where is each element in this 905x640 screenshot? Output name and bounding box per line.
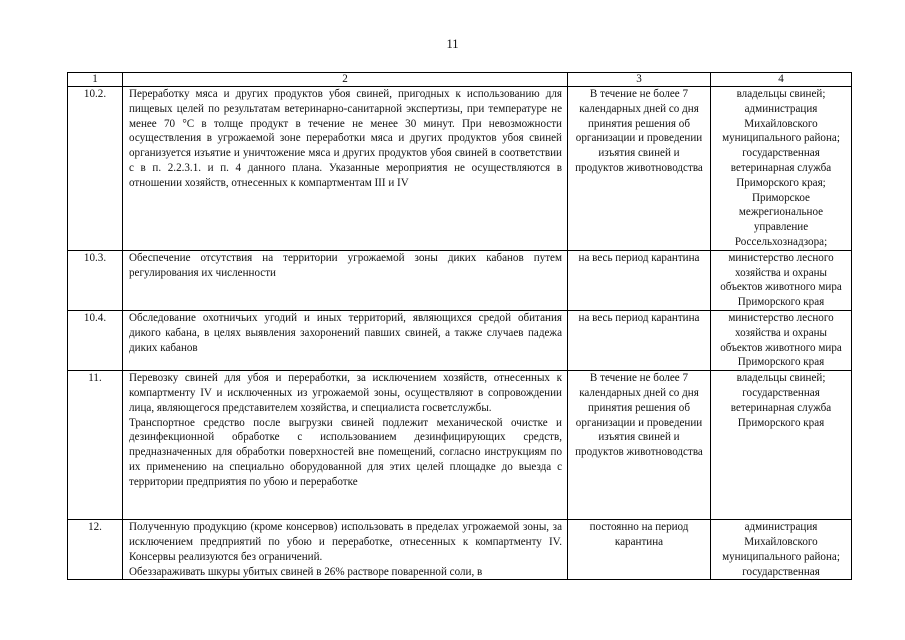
responsible-cell bbox=[711, 250, 852, 310]
measure-text bbox=[123, 250, 568, 310]
responsible-line: Михайловского bbox=[744, 117, 818, 130]
measure-text bbox=[123, 310, 568, 370]
responsible-cell bbox=[711, 520, 852, 580]
responsible-line: управление bbox=[753, 221, 809, 234]
responsible-line: Приморского края; bbox=[736, 176, 826, 189]
responsible-line: хозяйства и охраны bbox=[734, 326, 828, 339]
responsible-cell bbox=[711, 310, 852, 370]
responsible-line: хозяйства и охраны bbox=[734, 266, 828, 279]
responsible-cell bbox=[711, 371, 852, 520]
table-row bbox=[68, 371, 852, 520]
measure-paragraph: Обеспечение отсутствия на территории угрожаемой зоны диких кабанов путем регулирования их численности bbox=[129, 251, 562, 279]
responsible-line: ветеринарная служба bbox=[730, 401, 832, 414]
responsible-line: объектов животного мира bbox=[720, 341, 842, 354]
responsible-cell bbox=[711, 87, 852, 251]
measure-paragraph: Перевозку свиней для убоя и переработки, за исключением хозяйств, отнесенных к компартменту IV и исключенных из угрожаемой зоны, осуществляют в сопровождении лица, являющегося представителем хозяйства, и специалиста госветслужбы. bbox=[129, 372, 562, 414]
measure-paragraph: Транспортное средство после выгрузки свиней подлежит механической очистке и дезинфекционной обработке с использованием дезинфицирующих средств, предназначенных для обработки поверхностей вне помещений, согласно инструкциям по их применению на специально оборудованной для этих целей площадке до выезда с территории предприятия по убою и переработке bbox=[129, 416, 562, 488]
responsible-line: объектов животного мира bbox=[720, 281, 842, 294]
measure-paragraph: Обеззараживать шкуры убитых свиней в 26% растворе поваренной соли, в bbox=[129, 565, 483, 578]
header-col-4: 4 bbox=[711, 73, 852, 87]
header-col-1: 1 bbox=[68, 73, 123, 87]
header-col-2: 2 bbox=[123, 73, 568, 87]
measure-paragraph: Переработку мяса и других продуктов убоя свиней, пригодных к использованию для пищевых целей по результатам ветеринарно-санитарной экспертизы, при температуре не менее 70 °C в толще продукт в течение не менее 30 минут. При невозможности осуществления в угрожаемой зоне переработки мяса и других продуктов убоя свиней организуется изъятие и уничтожение мяса и других продуктов убоя свиней в соответствии с в п. 2.2.3.1. и п. 4 данного плана. Указанные мероприятия не осуществляются в отношении хозяйств, отнесенных к компартментам III и IV bbox=[129, 88, 562, 189]
responsible-line: Приморского края bbox=[737, 416, 825, 429]
responsible-line: министерство лесного bbox=[728, 311, 834, 324]
deadline-cell: постоянно на период карантина bbox=[568, 520, 711, 580]
item-number: 12. bbox=[68, 520, 123, 580]
responsible-line: владельцы свиней; bbox=[736, 88, 826, 100]
responsible-line: Михайловского bbox=[744, 535, 818, 548]
table-row bbox=[68, 87, 852, 251]
deadline-cell: В течение не более 7 календарных дней со дня принятия решения об организации и проведении изъятия свиней и продуктов животноводства bbox=[568, 87, 711, 251]
measure-text bbox=[123, 371, 568, 520]
item-number: 11. bbox=[68, 371, 123, 520]
responsible-line: муниципального района; bbox=[722, 132, 840, 145]
measure-paragraph: Обследование охотничьих угодий и иных территорий, являющихся средой обитания дикого кабана, в целях выявления захоронений павших свиней, а также случаев падежа диких кабанов bbox=[129, 311, 562, 354]
responsible-line: Приморское bbox=[752, 191, 810, 204]
measures-table bbox=[67, 72, 852, 580]
item-number: 10.4. bbox=[68, 310, 123, 370]
responsible-line: администрация bbox=[744, 521, 818, 534]
item-number: 10.2. bbox=[68, 87, 123, 251]
responsible-line: администрация bbox=[744, 102, 818, 115]
responsible-line: межрегиональное bbox=[738, 206, 824, 219]
measure-text bbox=[123, 520, 568, 580]
item-number: 10.3. bbox=[68, 250, 123, 310]
responsible-line: Приморского края bbox=[737, 356, 825, 369]
deadline-cell: В течение не более 7 календарных дней со дня принятия решения об организации и проведении изъятия свиней и продуктов животноводства bbox=[568, 371, 711, 520]
table-row bbox=[68, 310, 852, 370]
responsible-line: муниципального района; bbox=[722, 550, 840, 563]
deadline-cell: на весь период карантина bbox=[568, 310, 711, 370]
responsible-line: владельцы свиней; bbox=[736, 372, 826, 385]
responsible-line: государственная bbox=[742, 565, 820, 578]
header-row bbox=[68, 73, 852, 87]
responsible-line: государственная bbox=[742, 147, 820, 160]
table-row bbox=[68, 250, 852, 310]
responsible-line: Россельхознадзора; bbox=[734, 235, 828, 248]
page-number: 11 bbox=[446, 37, 459, 51]
header-col-3: 3 bbox=[568, 73, 711, 87]
table-row bbox=[68, 520, 852, 580]
deadline-cell: на весь период карантина bbox=[568, 250, 711, 310]
measure-text bbox=[123, 87, 568, 251]
measure-paragraph: Полученную продукцию (кроме консервов) использовать в пределах угрожаемой зоны, за исключением предприятий по убою и переработке, отнесенных к компартменту IV. Консервы реализуются без ограничений. bbox=[129, 521, 562, 563]
responsible-line: ветеринарная служба bbox=[730, 161, 832, 174]
responsible-line: Приморского края bbox=[737, 296, 825, 309]
responsible-line: государственная bbox=[742, 386, 820, 399]
responsible-line: министерство лесного bbox=[728, 251, 834, 264]
